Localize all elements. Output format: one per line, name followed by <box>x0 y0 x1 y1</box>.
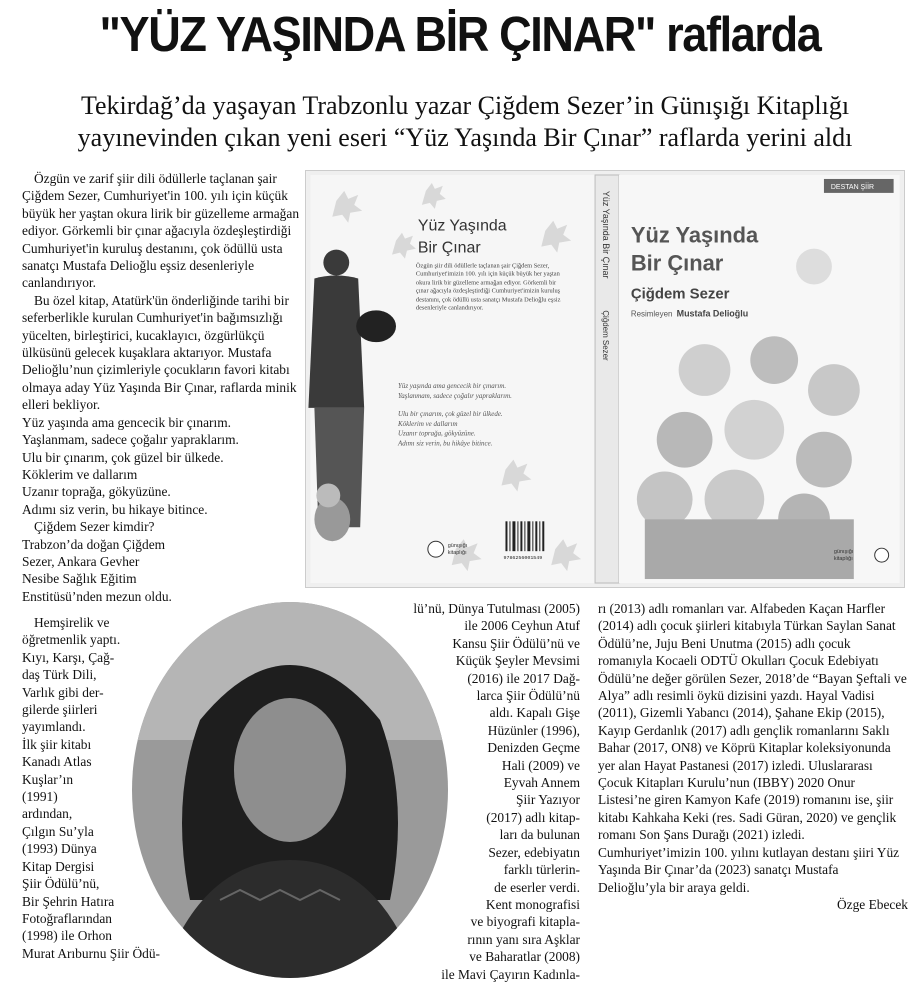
bio-line: Kansu Şiir Ödülü’nü ve <box>452 635 580 651</box>
front-title-2: Bir Çınar <box>630 250 724 276</box>
bio-line: İlk şiir kitabı <box>22 736 92 752</box>
who-heading: Çiğdem Sezer kimdir? <box>34 519 155 535</box>
front-title-1: Yüz Yaşında <box>630 222 759 248</box>
illustrator-name: Mustafa Delioğlu <box>676 308 749 319</box>
poem-line: Adımı siz verin, bu hikaye bitince. <box>22 501 208 517</box>
bio-line: (1998) ile Orhon <box>22 928 112 944</box>
illustrator-prefix: Resimleyen <box>630 309 673 319</box>
bio-line: Denizden Geçme <box>487 740 580 756</box>
column-right <box>598 600 908 913</box>
subheadline-line-1: Tekirdağ’da yaşayan Trabzonlu yazar Çiğdem Sezer’in Günışığı Kitaplığı <box>80 91 850 120</box>
paragraph-intro: Özgün ve zarif şiir dili ödüllerle taçlanan şair Çiğdem Sezer, Cumhuriyet'in 100. yılı için küçük büyük her yaştan okura lirik bir güzelleme armağan ediyor. Görkemli bir çınar ağacıyla özdeşleştirdiği Cumhuriyet'in kuruluş destanını, çok ödüllü usta sanatçı Mustafa Delioğlu eşsiz desenleriyle canlandırıyor. <box>22 171 300 291</box>
paragraph-ataturk: Bu özel kitap, Atatürk'ün önderliğinde tarihi bir seferberlikle kurulan Cumhuriyet'in bağımsızlığı yücelten, birleştirici, kucaklayıcı, özgürlükçü ülküsünü gelecek kuşaklara aktarıyor. Mustafa Delioğlu’nun çizimleriyle çocukların favori kitabı olmaya aday Yüz Yaşında Bir Çınar, raflarda minik elleri bekliyor. <box>22 292 297 413</box>
poem-line: Uzanır toprağa, gökyüzüne. <box>22 484 171 500</box>
poem-line: Yüz yaşında ama gencecik bir çınarım. <box>22 414 231 430</box>
bio-line: Şiir Ödülü’nü, <box>22 876 100 892</box>
front-author: Çiğdem Sezer <box>630 285 730 303</box>
headline: "YÜZ YAŞINDA BİR ÇINAR" raflarda <box>99 8 821 62</box>
bio-line: Eyvah Annem <box>503 775 580 791</box>
bio-line: aldı. Kapalı Gişe <box>489 705 580 721</box>
bio-line: ları da bulunan <box>499 827 580 843</box>
bio-line: Kitap Dergisi <box>22 858 95 874</box>
back-title-2: Bir Çınar <box>417 239 481 257</box>
bio-line: (2016) ile 2017 Dağ- <box>467 670 580 686</box>
bio-line: ve Baharatlar (2008) <box>469 949 580 965</box>
bio-line: Kanadı Atlas <box>22 754 92 770</box>
bio-line: gilerde şiirleri <box>22 702 98 718</box>
bio-line: öğretmenlik yaptı. <box>22 632 121 648</box>
bio-line: Varlık gibi der- <box>22 684 104 700</box>
front-publisher-2: kitaplığı <box>833 556 853 563</box>
front-publisher-logo-icon <box>875 548 889 562</box>
front-publisher-1: günışığı <box>833 549 854 556</box>
back-poem-line: Uzanır toprağa, gökyüzüne. <box>397 429 476 438</box>
back-publisher-1: günışığı <box>447 543 468 550</box>
paragraph-bio-right: rı (2013) adlı romanları var. Alfabeden Kaçan Harfler (2014) adlı çocuk şiirleri kitabıyla Türkan Saylan Sanat Ödülü’ne, Juju Beni Unutma (2015) adlı çocuk romanıyla Kocaeli ODTÜ Okulları Çocuk Edebiyatı Ödülü’ne değer görülen Sezer, 2018’de “Bayan Şeftali ve Alya” adlı resimli öykü dizisini yazdı. Hayal Vadisi (2011), Gizemli Yabancı (2014), Şahane Ekip (2015), Kayıp Gerdanlık (2017) adlı gençlik romanlarını Saklı Bahar (2017, ON8) ve Köprü Kitaplar koleksiyonunda yer alan Hayat Pastanesi (2017) izledi. Uluslararası Çocuk Kitapları Kurulu’nun (IBBY) 2020 Onur Listesi’ne giren Kamyon Kafe (2019) romanını ise, şiir kitabı Kahkaha Keki (res. Sadi Güran, 2020) ve gençlik romanı Son Şans Durağı (2021) izledi. Cumhuriyet’imizin 100. yılını kutlayan destanı şiiri Yüz Yaşında Bir Çınar’da (2023) sanatçı Mustafa Delioğlu’yla bir araya geldi. <box>598 601 907 895</box>
series-badge: DESTAN ŞİİR <box>830 183 875 191</box>
bio-line: daş Türk Dili, <box>22 667 97 683</box>
bio-line: (1991) <box>22 789 58 805</box>
column-middle <box>330 600 580 983</box>
moon-icon <box>796 249 832 285</box>
spine-author: Çiğdem Sezer <box>601 310 611 361</box>
bio-line: lü’nü, Dünya Tutulması (2005) <box>413 601 580 616</box>
back-publisher-2: kitaplığı <box>447 550 467 557</box>
poem-line: Köklerim ve dallarım <box>22 466 138 482</box>
bio-line: larca Şiir Ödülü’nü <box>476 688 580 704</box>
column-narrow <box>22 614 160 962</box>
back-poem-line: Köklerim ve dallarım <box>397 419 458 428</box>
back-blurb: Özgün şiir dili ödüllerle taçlanan şair Çiğdem Sezer, Cumhuriyet'imizin 100. yılı için küçük büyük her yaştan okura lirik bir güzelleme armağan ediyor. Görkemli bir çınar ağacıyla özdeşleştirdiği Cumhuriyet'imizin kuruluş destanını, çok ödüllü usta sanatçı Mustafa Delioğlu eşsiz desenleriyle canlandırıyor. <box>415 262 561 312</box>
bio-line: Küçük Şeyler Mevsimi <box>455 653 580 669</box>
book-cover-image <box>305 170 905 588</box>
bio-line: Kıyı, Karşı, Çağ- <box>22 649 115 665</box>
bio-line: rının yanı sıra Aşklar <box>467 931 580 947</box>
bio-line: Kent monografisi <box>485 896 580 912</box>
bio-line: Hali (2009) ve <box>501 757 580 773</box>
back-poem-line: Ulu bir çınarım, çok güzel bir ülkede. <box>397 409 503 418</box>
bio-line: Fotoğraflarından <box>22 910 112 926</box>
subheadline <box>20 90 910 154</box>
back-poem-line: Yüz yaşında ama gencecik bir çınarım. <box>397 381 507 390</box>
publisher-logo-icon <box>428 541 444 557</box>
bio-line: ile Mavi Çayırın Kadınla- <box>441 966 580 982</box>
bio-line: Murat Arıburnu Şiir Ödü- <box>22 945 160 961</box>
poem-line: Yaşlanmam, sadece çoğalır yapraklarım. <box>22 432 239 448</box>
bio-line: Çılgın Su’yla <box>22 823 94 839</box>
bio-line: Bir Şehrin Hatıra <box>22 893 115 909</box>
bio-line: Sezer, edebiyatın <box>488 844 580 860</box>
back-poem-line: Adımı siz verin, bu hikâye bitince. <box>397 439 493 448</box>
bio-line: farklı türlerin- <box>503 862 580 878</box>
bio-wide: Trabzon’da doğan Çiğdem Sezer, Ankara Gevher Nesibe Sağlık Eğitim Enstitüsü’nden mezun oldu. <box>22 536 172 604</box>
barcode-number: 9786256001549 <box>503 556 543 562</box>
column-left <box>22 170 300 605</box>
back-title-1: Yüz Yaşında <box>417 217 507 235</box>
bio-line: (1993) Dünya <box>22 841 97 857</box>
bio-line: Kuşlar’ın <box>22 771 74 787</box>
bio-line: Şiir Yazıyor <box>516 792 580 808</box>
subheadline-line-2: yayınevinden çıkan yeni eseri “Yüz Yaşında Bir Çınar” raflarda yerini aldı <box>77 123 853 152</box>
bio-line: de eserler verdi. <box>494 879 580 895</box>
back-poem-line: Yaşlanmam, sadece çoğalır yapraklarım. <box>397 391 512 400</box>
poem-line: Ulu bir çınarım, çok güzel bir ülkede. <box>22 449 224 465</box>
author-signature: Özge Ebecek <box>836 896 908 912</box>
bio-line: (2017) adlı kitap- <box>486 809 580 825</box>
bio-line: ve biyografi kitapla- <box>470 914 580 930</box>
spine-title: Yüz Yaşında Bir Çınar <box>601 190 612 279</box>
bio-line: ile 2006 Ceyhun Atuf <box>464 618 580 634</box>
bio-line: ardından, <box>22 806 73 822</box>
bio-line: yayımlandı. <box>22 719 86 735</box>
bio-line: Hemşirelik ve <box>34 615 110 630</box>
bio-line: Hüzünler (1996), <box>487 722 580 738</box>
